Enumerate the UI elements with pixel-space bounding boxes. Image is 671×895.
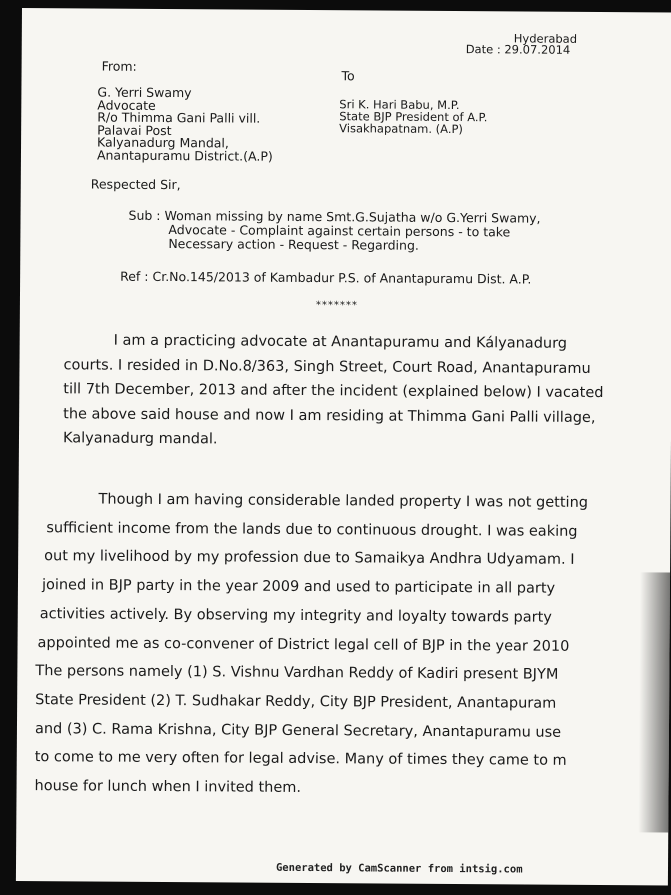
paragraph-line: Though I am having considerable landed property I was not getting <box>98 491 589 511</box>
to-line: State BJP President of A.P. <box>339 109 488 125</box>
paragraph-2 <box>34 485 588 805</box>
paragraph-line: Kalyanadurg mandal. <box>62 430 218 448</box>
subject-line: Sub : Woman missing by name Smt.G.Sujatha w/o G.Yerri Swamy, <box>128 207 541 226</box>
divider: ******* <box>315 300 358 312</box>
paragraph-line: the above said house and now I am residing at Thimma Gani Palli village, <box>63 406 596 426</box>
scan-shadow <box>638 572 670 832</box>
paragraph-line: appointed me as co-convener of District legal cell of BJP in the year 2010 <box>37 634 570 655</box>
paragraph-line: State President (2) T. Sudhakar Reddy, City BJP President, Anantapuram <box>35 692 557 712</box>
paragraph-line: and (3) C. Rama Krishna, City BJP General Secretary, Anantapuramu use <box>34 720 562 741</box>
from-line: Advocate <box>97 97 156 113</box>
to-line: Visakhapatnam. (A.P) <box>339 121 463 137</box>
from-line: Palavai Post <box>97 122 172 138</box>
from-line: Kalyanadurg Mandal, <box>97 134 229 151</box>
subject <box>128 209 540 254</box>
paragraph-line: house for lunch when I invited them. <box>34 778 302 796</box>
to-line: Sri K. Hari Babu, M.P. <box>339 97 460 113</box>
from-line: Anantapuramu District.(A.P) <box>96 147 273 164</box>
from-line: G. Yerri Swamy <box>97 84 192 101</box>
place: Hyderabad <box>513 31 578 46</box>
paragraph-line: out my livelihood by my profession due to Samaikya Andhra Udyamam. I <box>44 548 575 569</box>
paragraph-line: joined in BJP party in the year 2009 and used to participate in all party <box>41 577 556 597</box>
paragraph-line: to come to me very often for legal advise. Many of times they came to m <box>34 749 567 770</box>
letter-page <box>16 8 671 886</box>
paragraph-line: sufficient income from the lands due to continuous drought. I was eaking <box>46 519 578 540</box>
paragraph-1 <box>63 328 604 455</box>
from-line: R/o Thimma Gani Palli vill. <box>97 109 261 126</box>
paragraph-line: till 7th December, 2013 and after the incident (explained below) I vacated <box>63 381 604 402</box>
salutation: Respected Sir, <box>90 176 181 193</box>
paragraph-line: courts. I resided in D.No.8/363, Singh Street, Court Road, Anantapuramu <box>63 356 591 377</box>
date: Date : 29.07.2014 <box>465 42 571 57</box>
from-label: From: <box>101 58 137 74</box>
paragraph-line: I am a practicing advocate at Anantapuramu and Kályanadurg <box>113 332 568 352</box>
paragraph-line: activities actively. By observing my integrity and loyalty towards party <box>39 605 552 626</box>
subject-line: Necessary action - Request - Regarding. <box>168 236 419 253</box>
to-label: To <box>341 68 355 84</box>
reference: Ref : Cr.No.145/2013 of Kambadur P.S. of Anantapuramu Dist. A.P. <box>120 268 532 287</box>
from-address <box>96 84 273 164</box>
paragraph-line: The persons namely (1) S. Vishnu Vardhan Reddy of Kadiri present BJYM <box>35 663 559 683</box>
subject-line: Advocate - Complaint against certain persons - to take <box>168 222 511 240</box>
scanner-watermark: Generated by CamScanner from intsig.com <box>275 861 523 876</box>
to-address <box>339 98 487 135</box>
